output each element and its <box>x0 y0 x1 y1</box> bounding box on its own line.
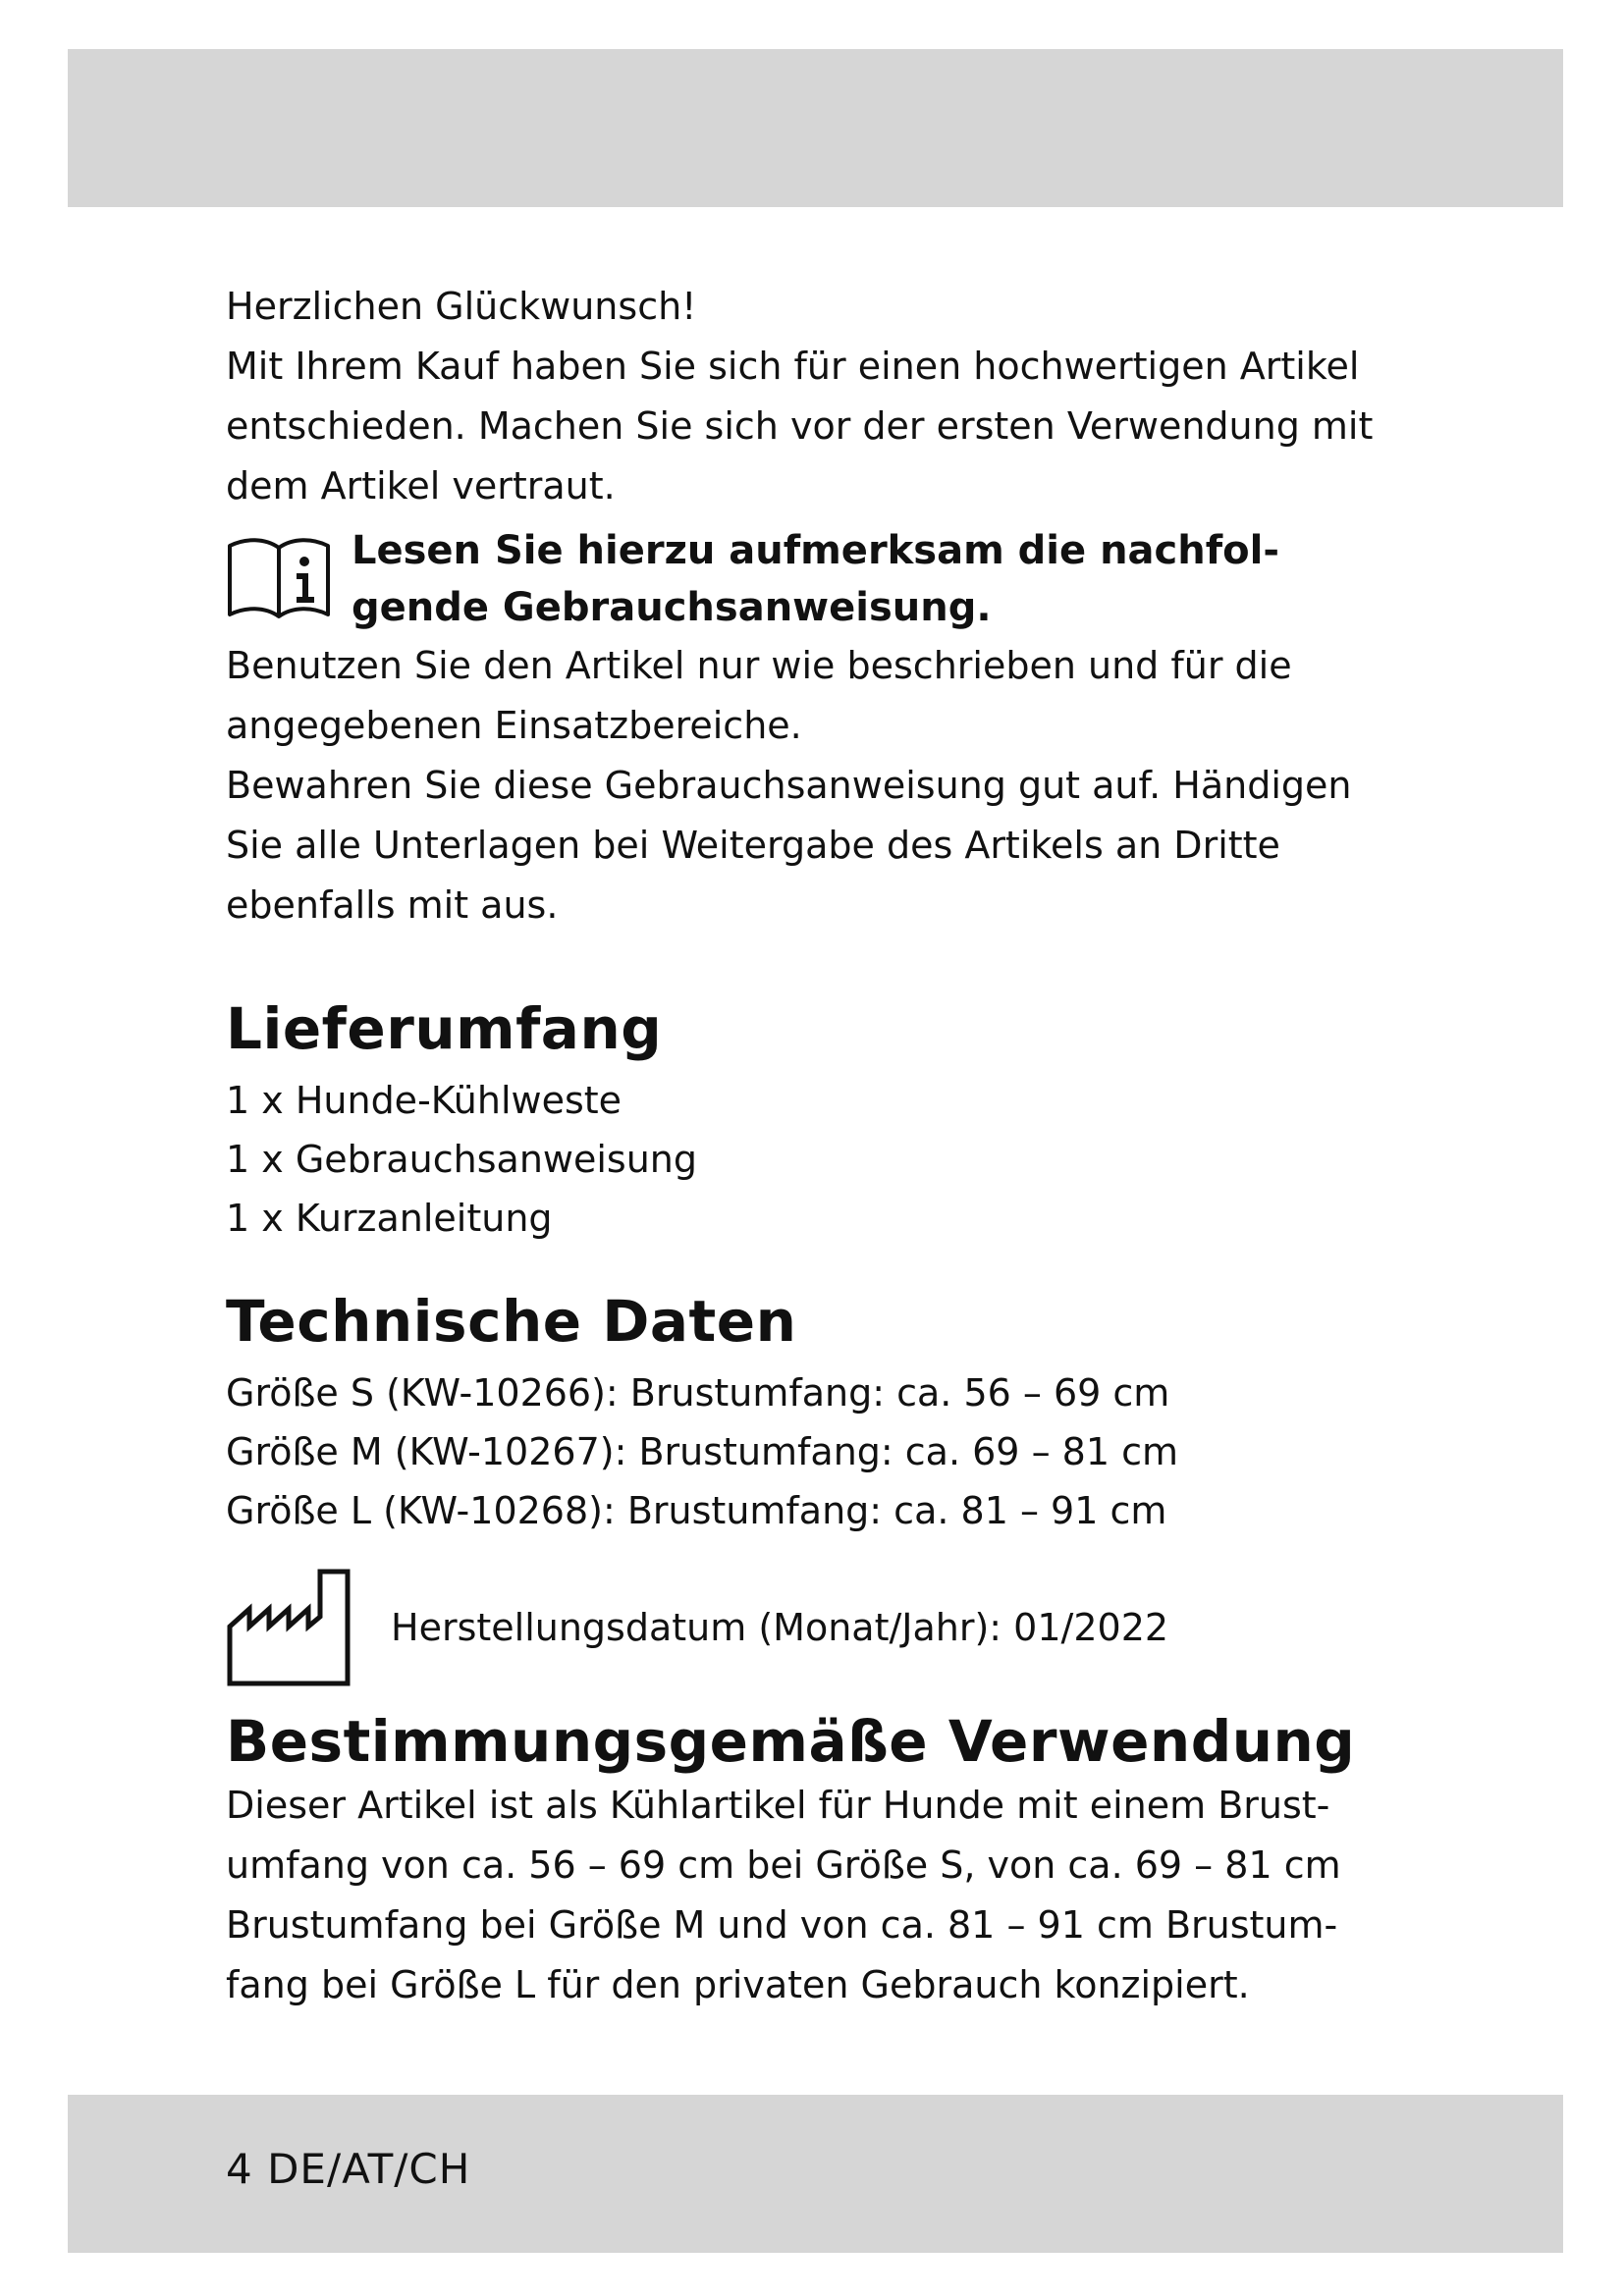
notice-line: gende Gebrauchsanweisung. <box>352 585 992 630</box>
keep-line: Bewahren Sie diese Gebrauchsanweisung gut auf. Händigen <box>226 764 1352 807</box>
verwendung-line: umfang von ca. 56 – 69 cm bei Größe S, von ca. 69 – 81 cm <box>226 1843 1341 1887</box>
page-number: 4 DE/AT/CH <box>226 2145 471 2193</box>
read-instructions-notice <box>226 522 1443 636</box>
size-item: Größe M (KW-10267): Brustumfang: ca. 69 – 81 cm <box>226 1430 1178 1473</box>
usage-line: Benutzen Sie den Artikel nur wie beschrieben und für die <box>226 644 1292 687</box>
technische-daten-heading: Technische Daten <box>226 1288 797 1355</box>
greeting: Herzlichen Glückwunsch! <box>226 285 697 328</box>
verwendung-line: fang bei Größe L für den privaten Gebrauch konzipiert. <box>226 1963 1250 2006</box>
header-band <box>68 49 1563 207</box>
verwendung-heading: Bestimmungsgemäße Verwendung <box>226 1708 1356 1775</box>
keep-line: Sie alle Unterlagen bei Weitergabe des Artikels an Dritte <box>226 824 1280 867</box>
page-content <box>226 277 1443 2015</box>
lieferumfang-list <box>226 1071 1443 1248</box>
size-item: Größe S (KW-10266): Brustumfang: ca. 56 – 69 cm <box>226 1371 1170 1415</box>
size-item: Größe L (KW-10268): Brustumfang: ca. 81 – 91 cm <box>226 1489 1167 1532</box>
list-item: 1 x Hunde-Kühlweste <box>226 1079 623 1122</box>
verwendung-line: Dieser Artikel ist als Kühlartikel für Hunde mit einem Brust- <box>226 1784 1330 1827</box>
list-item: 1 x Gebrauchsanweisung <box>226 1138 698 1181</box>
notice-line: Lesen Sie hierzu aufmerksam die nachfol- <box>352 528 1279 573</box>
keep-line: ebenfalls mit aus. <box>226 883 559 927</box>
manufacture-date: Herstellungsdatum (Monat/Jahr): 01/2022 <box>391 1606 1169 1649</box>
purchase-line: Mit Ihrem Kauf haben Sie sich für einen hochwertigen Artikel <box>226 345 1360 388</box>
factory-icon <box>226 1568 353 1687</box>
list-item: 1 x Kurzanleitung <box>226 1197 553 1240</box>
verwendung-line: Brustumfang bei Größe M und von ca. 81 – 91 cm Brustum- <box>226 1903 1338 1947</box>
purchase-line: dem Artikel vertraut. <box>226 464 616 507</box>
purchase-line: entschieden. Machen Sie sich vor der ersten Verwendung mit <box>226 404 1374 448</box>
size-list <box>226 1363 1443 1540</box>
usage-line: angegebenen Einsatzbereiche. <box>226 704 802 747</box>
manufacture-date-row <box>226 1568 1443 1687</box>
book-info-icon <box>226 532 332 622</box>
lieferumfang-heading: Lieferumfang <box>226 995 663 1062</box>
